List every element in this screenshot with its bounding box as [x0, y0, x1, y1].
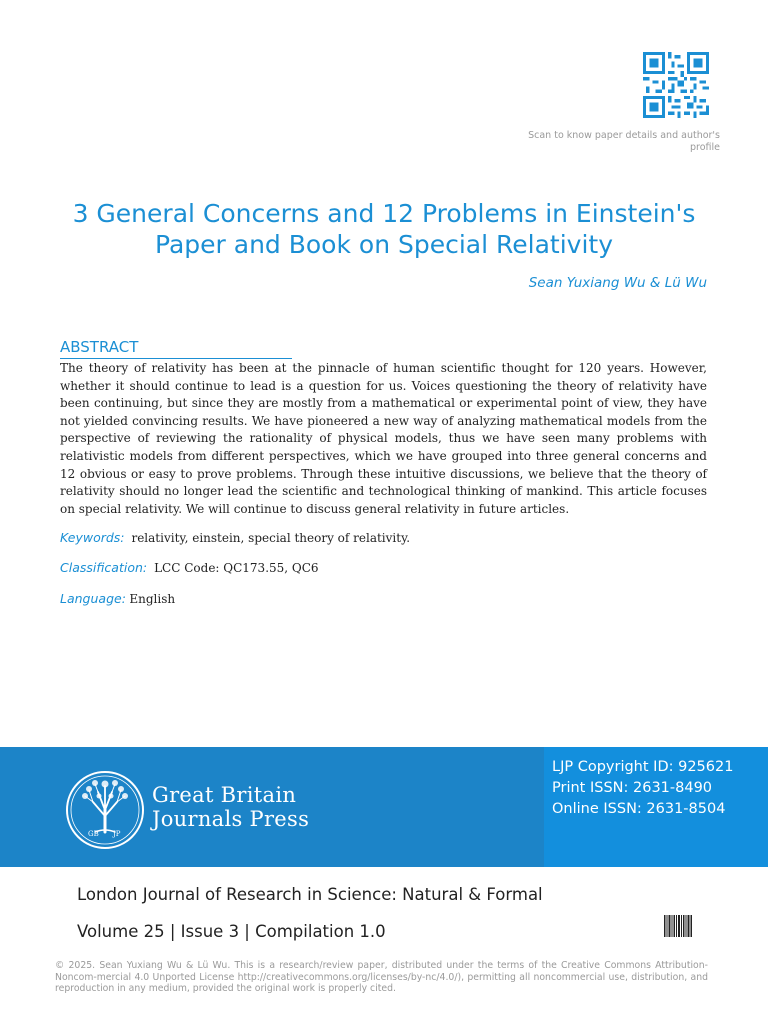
abstract-heading: ABSTRACT: [60, 338, 292, 359]
abstract-text: The theory of relativity has been at the pinnacle of human scientific thought for 120 years. However, whether it should continue to lead is a question for us. Voices questioning the theory of relativity have been continuing, but since they are mostly from a mathematical or experimental point of view, they have not yielded convincing results. We have pioneered a new way of analyzing mathematical models from the perspective of reviewing the rationality of physical models, thus we have seen many problems with relativistic models from different perspectives, which we have grouped into three general concerns and 12 obvious or easy to prove problems. Through these intuitive discussions, we believe that the theory of relativity should no longer lead the scientific and technological thinking of mankind. This article focuses on special relativity. We will continue to discuss general relativity in future articles.: [60, 361, 707, 516]
publisher-line-2: Journals Press: [152, 807, 310, 831]
publisher-name: [152, 783, 309, 831]
language-label: Language:: [60, 591, 126, 606]
paper-title: 3 General Concerns and 12 Problems in Einstein's Paper and Book on Special Relativity: [72, 199, 696, 259]
logo-initials-left: GB: [88, 830, 99, 838]
keywords-row: [60, 530, 410, 545]
authors: Sean Yuxiang Wu & Lü Wu: [528, 275, 707, 291]
qr-code-icon[interactable]: [641, 52, 711, 118]
qr-caption: Scan to know paper details and author's profile: [528, 130, 720, 153]
online-issn: Online ISSN: 2631-8504: [552, 801, 726, 817]
keywords-value: relativity, einstein, special theory of relativity.: [131, 531, 411, 545]
license-notice: © 2025. Sean Yuxiang Wu & Lü Wu. This is a research/review paper, distributed under the terms of the Creative Commons Attribution-Noncom-mercial 4.0 Unported License http://creativecommons.org/licenses/by-nc/4.0/), permitting all noncommercial use, distribution, and reproduction in any medium, provided the original work is properly cited.: [55, 960, 708, 994]
journal-name: London Journal of Research in Science: Natural & Formal: [77, 885, 543, 904]
print-issn: Print ISSN: 2631-8490: [552, 780, 713, 796]
volume-issue: Volume 25 | Issue 3 | Compilation 1.0: [77, 922, 386, 941]
classification-row: [60, 560, 319, 575]
identifier-list: [552, 757, 733, 820]
classification-value: LCC Code: QC173.55, QC6: [154, 561, 319, 575]
language-row: [60, 591, 175, 606]
copyright-id: LJP Copyright ID: 925621: [552, 759, 734, 775]
language-value: English: [129, 592, 176, 606]
logo-initials-right: JP: [113, 830, 121, 838]
keywords-label: Keywords:: [60, 530, 125, 545]
barcode-icon: [664, 915, 692, 937]
publisher-line-1: Great Britain: [152, 783, 297, 807]
classification-label: Classification:: [60, 560, 148, 575]
tree-logo-icon: [65, 770, 145, 850]
